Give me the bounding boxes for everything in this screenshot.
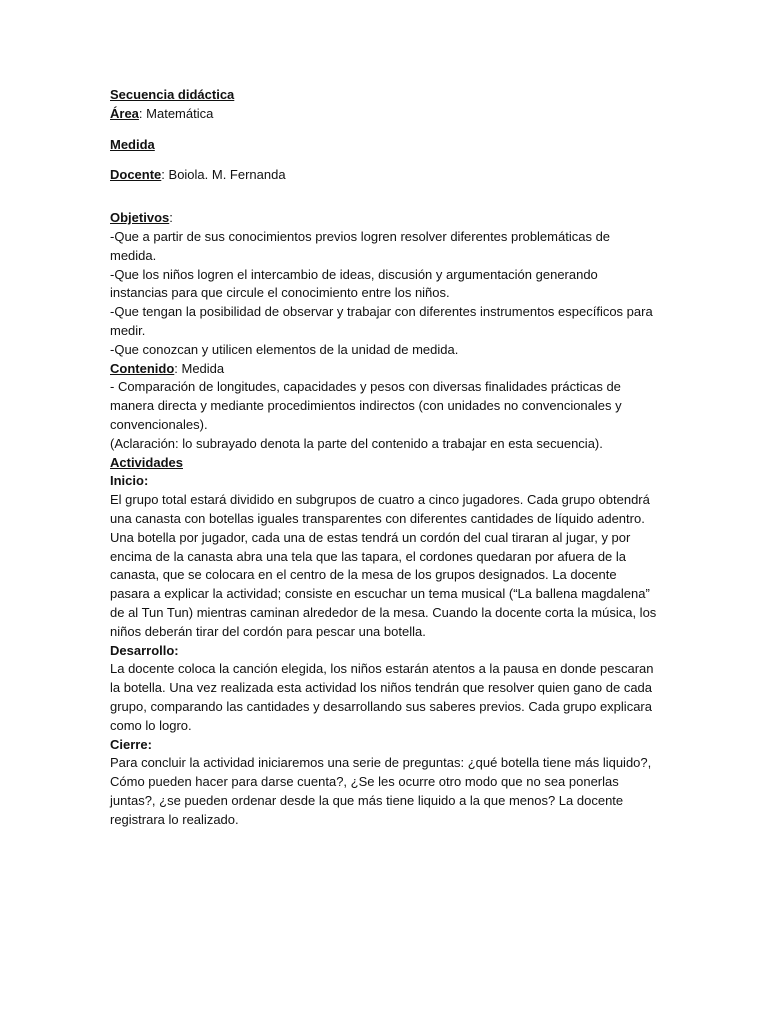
area-value: : Matemática: [138, 105, 214, 121]
development-label: Desarrollo:: [110, 642, 179, 658]
closing-text: Para concluir la actividad iniciaremos una serie de preguntas: ¿qué botella tiene más liquido?, Cómo pueden hacer para darse cuenta?, ¿Se les ocurre otro modo que no sea ponerlas juntas?, ¿se pueden ordenar desde la que más tiene liquido a la que menos? La docente registrara lo realizado.: [110, 755, 652, 827]
start-label: Inicio:: [110, 473, 149, 489]
content-note: (Aclaración: lo subrayado denota la parte del contenido a trabajar en esta secuencia).: [110, 435, 603, 451]
closing-label: Cierre:: [110, 736, 152, 752]
area-label: Área: [110, 105, 139, 121]
content-heading-line: [110, 360, 658, 379]
area-line: [110, 105, 658, 124]
closing-heading-line: [110, 736, 658, 755]
activities-heading-line: [110, 454, 658, 473]
content-description: - Comparación de longitudes, capacidades y pesos con diversas finalidades prácticas de manera directa y mediante procedimientos indirectos (con unidades no convencionales y convencionales).: [110, 379, 622, 432]
objective-item: -Que a partir de sus conocimientos previos logren resolver diferentes problemáticas de medida.: [110, 228, 611, 263]
activities-label: Actividades: [110, 454, 183, 470]
objectives-heading-line: [110, 209, 658, 228]
teacher-line: [110, 166, 658, 185]
document-body: [110, 86, 658, 829]
development-text: La docente coloca la canción elegida, los niños estarán atentos a la pausa en donde pescaran la botella. Una vez realizada esta actividad los niños tendrán que resolver quien gano de cada grupo, comparando las cantidades y desarrollando sus saberes previos. Cada grupo explicara como lo logro.: [110, 661, 654, 733]
objective-item: -Que los niños logren el intercambio de ideas, discusión y argumentación generando instancias para que circule el conocimiento entre los niños.: [110, 266, 598, 301]
start-text: El grupo total estará dividido en subgrupos de cuatro a cinco jugadores. Cada grupo obtendrá una canasta con botellas iguales transparentes con diferentes cantidades de líquido adentro. Una botella por jugador, cada una de estas tendrá un cordón del cual tiraran al jugar, y por encima de la canasta abra una tela que las tapara, el cordones quedaran por afuera de la canasta, que se colocara en el centro de la mesa de los grupos designados. La docente pasara a explicar la actividad; consiste en escuchar un tema musical (“La ballena magdalena” de al Tun Tun) mientras caminan alrededor de la mesa. Cuando la docente corta la música, los niños deberán tirar del cordón para pescar una botella.: [110, 492, 657, 639]
start-heading-line: [110, 472, 658, 491]
objectives-label: Objetivos: [110, 210, 170, 226]
content-value: : Medida: [174, 360, 225, 376]
title-line: [110, 86, 658, 105]
teacher-value: : Boiola. M. Fernanda: [161, 167, 286, 183]
development-heading-line: [110, 642, 658, 661]
document-title: Secuencia didáctica: [110, 87, 235, 102]
content-label: Contenido: [110, 360, 175, 376]
topic-line: [110, 136, 658, 155]
topic-heading: Medida: [110, 136, 155, 152]
objectives-colon: :: [169, 210, 173, 226]
teacher-label: Docente: [110, 167, 162, 183]
objective-item: -Que conozcan y utilicen elementos de la unidad de medida.: [110, 341, 459, 357]
objective-item: -Que tengan la posibilidad de observar y trabajar con diferentes instrumentos específicos para medir.: [110, 304, 653, 338]
